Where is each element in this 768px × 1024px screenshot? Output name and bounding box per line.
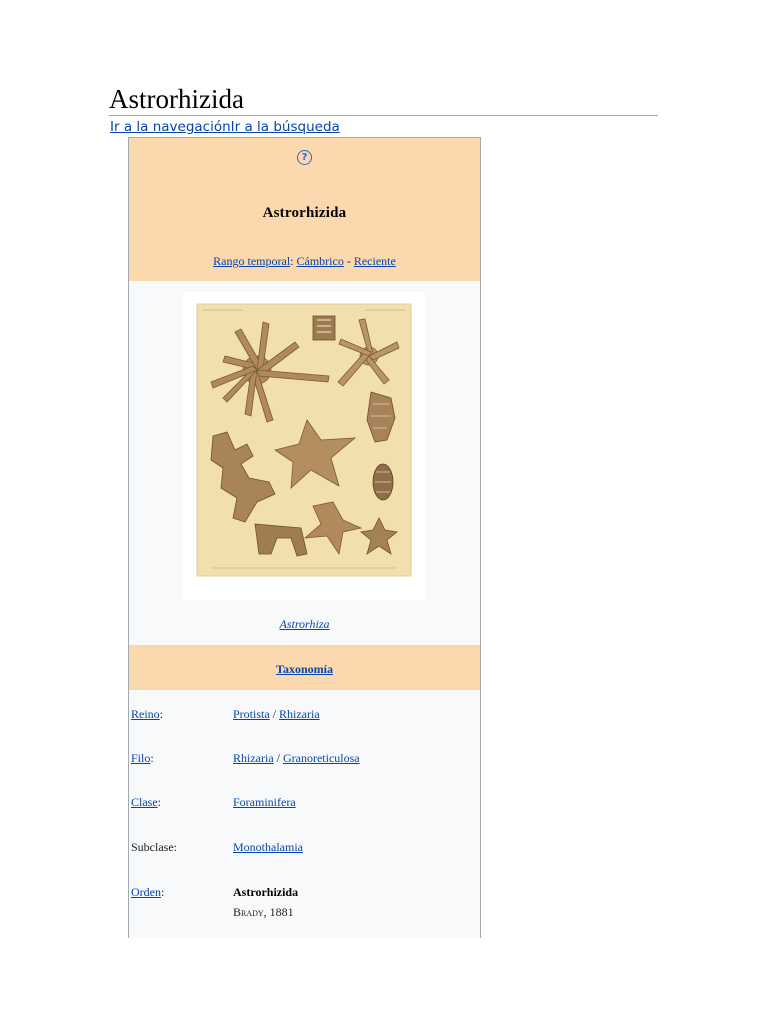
rank-link-filo[interactable]: Filo [131,751,151,765]
rank-link-clase[interactable]: Clase [131,795,158,809]
taxonomy-row-filo [129,751,480,771]
taxonomy-row-subclase [129,840,480,860]
rank-value [233,840,303,855]
value-link-rhizaria-filo[interactable]: Rhizaria [233,751,274,765]
authority-year: , 1881 [263,905,294,919]
value-link-monothalamia[interactable]: Monothalamia [233,840,303,854]
image-caption [129,617,480,632]
jump-to-navigation-link[interactable]: Ir a la navegación [110,119,231,135]
foraminifera-plate-illustration [183,292,425,600]
rank-value: Rhizaria / Granoreticulosa [233,751,360,765]
authority-name: Brady [233,905,264,919]
rank-label: Subclase: [131,840,177,854]
rank-label: Filo: [131,751,154,765]
jump-links [110,119,340,135]
temporal-range [129,254,480,269]
current-taxon: Astrorhizida [233,885,299,899]
taxonomy-title [129,662,480,677]
rank-label: Reino: [131,707,164,721]
question-circle-icon[interactable]: ? [297,150,312,165]
rank-value: Protista / Rhizaria [233,707,320,721]
rank-value [233,795,296,810]
value-link-granoreticulosa[interactable]: Granoreticulosa [283,751,360,765]
taxonomy-row-reino [129,707,480,727]
temporal-dash: - [343,254,354,268]
page-title: Astrorhizida [109,84,244,114]
rank-label: Clase: [131,795,162,809]
period-end-link[interactable]: Reciente [353,254,396,268]
value-link-foraminifera[interactable]: Foraminifera [233,795,296,809]
taxobox-title: Astrorhizida [262,205,347,221]
title-divider [109,115,658,116]
taxonomy-link[interactable]: Taxonomía [276,662,333,676]
rank-link-reino[interactable]: Reino [131,707,160,721]
rank-link-orden[interactable]: Orden [131,885,161,899]
taxon-authority [233,905,294,920]
temporal-colon: : [290,254,294,268]
caption-link[interactable]: Astrorhiza [279,617,330,631]
taxobox [128,137,481,938]
jump-to-search-link[interactable]: Ir a la búsqueda [230,119,340,135]
period-start-link[interactable]: Cámbrico [296,254,344,268]
rank-value [233,885,298,900]
taxonomy-row-clase [129,795,480,815]
value-link-protista[interactable]: Protista [233,707,270,721]
taxobox-header [129,138,480,281]
rank-text-subclase: Subclase [131,840,174,854]
taxonomy-row-orden [129,885,480,929]
rank-label: Orden: [131,885,165,899]
specimen-image[interactable] [183,292,425,600]
taxonomy-header [129,645,480,690]
value-link-rhizaria[interactable]: Rhizaria [279,707,320,721]
temporal-range-link[interactable]: Rango temporal [213,254,291,268]
